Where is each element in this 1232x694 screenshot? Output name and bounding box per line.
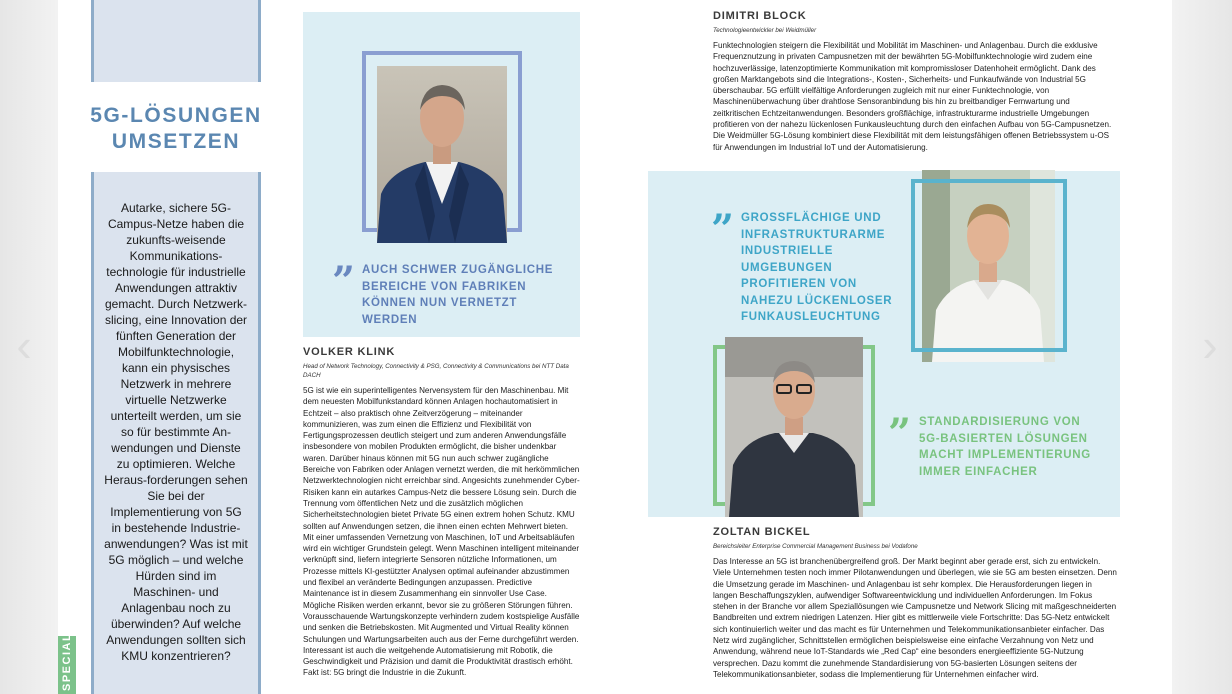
sidebar-top-panel (91, 0, 261, 82)
bickel-name: ZOLTAN BICKEL (713, 526, 811, 538)
bickel-answer-text: Das Interesse an 5G ist branchenübergreifend groß. Der Markt beginnt aber gerade erst, sich zu entwickeln. Viele Unternehmen testen noch immer Pilotanwendungen und überlegen, wie sie 5G am besten einsetzen. Denn die Umsetzung gerade im Maschinen- und Anlagenbau ist sehr komplex. Die Herausforderungen liegen in langen Beschaffungszyklen, aufwendiger Softwareentwicklung und individuellen Anforderungen. Im Fokus stehen in der Branche vor allem Speziallösungen wie Campusnetze und Network Slicing mit maßgeschneiderten Bandbreiten und extrem niedrigen Latenzen. Hier gibt es mittlerweile viele Fortschritte: Das 5G-Netz entwickelt sich kontinuierlich weiter und das macht es für Unternehmen und Telekommunikationsanbieter einfacher. Das Netz wird zugänglicher, Schnittstellen ermöglichen beispielsweise eine einfache Verzahnung von Netz und Anwendung, während neue IoT-Standards wie „Red Cap“ eine besonders energieeffiziente 5G-Nutzung versprechen. Dazu kommt die zunehmende Standardisierung von 5G-basierten Lösungen seitens der Telekommunikationsanbieter, sodass die Implementierung für Unternehmen einfacher wird. (713, 557, 1117, 679)
special-tab (58, 632, 76, 694)
block-photo-frame (911, 179, 1067, 352)
next-page-button[interactable]: › (1202, 319, 1218, 371)
block-role: Technologieentwickler bei Weidmüller (713, 27, 817, 34)
bickel-role: Bereichsleiter Enterprise Commercial Management Business bei Vodafone (713, 543, 918, 550)
bickel-quote: STANDARDISIERUNG VON 5G-BASIERTEN LÖSUNGEN MACHT IMPLEMENTIERUNG IMMER EINFACHER (919, 416, 1091, 478)
block-quote: GROSSFLÄCHIGE UND INFRASTRUKTURARME INDUSTRIELLE UMGEBUNGEN PROFITIEREN VON NAHEZU LÜCKENLOSER FUNKAUSLEUCHTUNG (741, 212, 893, 323)
klink-name: VOLKER KLINK (303, 346, 396, 358)
block-name: DIMITRI BLOCK (713, 10, 807, 22)
sidebar-intro-text: Autarke, sichere 5G-Campus-Netze haben die zukunfts-weisende Kommunikations-technologie für industrielle Anwendungen attraktiv gemacht. Durch Netzwerk-slicing, eine Innovation der fünften Generation der Mobilfunktechnologie, kann ein physisches Netzwerk in mehrere virtuelle Netzwerke unterteilt werden, um sie so für bestimmte An-wendungen und Dienste zu optimieren. Welche Heraus-forderungen sehen Sie bei der Implementierung von 5G in bestehende Industrie-anwendungen? Was ist mit 5G möglich – und welche Hürden sind im Maschinen- und Anlagenbau noch zu überwinden? Auf welche Anwendungen sollten sich KMU konzentrieren? (104, 201, 248, 663)
section-title: 5G-LÖSUNGEN UMSETZEN (90, 104, 262, 153)
previous-page-button[interactable]: ‹ (16, 319, 32, 371)
block-quote-icon: ” (711, 206, 735, 253)
bickel-quote-icon: ” (888, 410, 912, 457)
bickel-portrait-photo (725, 337, 863, 517)
klink-quote: AUCH SCHWER ZUGÄNGLICHE BEREICHE VON FABRIKEN KÖNNEN NUN VERNETZT WERDEN (362, 264, 554, 326)
block-answer-text: Funktechnologien steigern die Flexibilität und Mobilität im Maschinen- und Anlagenbau. Durch die exklusive Frequenznutzung in privaten Campusnetzen mit der bewährten 5G-Mobilfunktechnologie wird zudem eine hochzuverlässige, latenzoptimierte Kommunikation mit kompromissloser Datenhoheit ermöglicht. Dank des großen Marktangebots sind die Integrations-, Kosten-, Sicherheits- und Funkaufwände von Industrial 5G überschaubar. 5G erfüllt vielfältige Anforderungen zugleich mit nur einer Funktechnologie, von Maschinenüberwachung über drahtlose Sensoranbindung bis hin zu breitbandiger Fernwartung und zeitkritischen Echtzeitanwendungen. Besonders großflächige, infrastrukturarme industrielle Umgebungen profitieren von der nahezu lückenlosen Funkausleuchtung durch den einfachen Aufbau von 5G-Campusnetzen. Die Weidmüller 5G-Lösung kombiniert diese Flexibilität mit dem leistungsfähigen offenen Betriebssystem u-OS für Anwendungen im Industrial IoT und der Automatisierung. (713, 41, 1112, 152)
special-tab-label: SPECIAL (61, 632, 73, 691)
klink-role: Head of Network Technology, Connectivity & PSG, Connectivity & Communications bei NTT Data DACH (303, 363, 569, 379)
klink-answer-text: 5G ist wie ein superintelligentes Nervensystem für den Maschinenbau. Mit dem neuesten Mobilfunkstandard können Anlagen hochautomatisiert in Echtzeit – also praktisch ohne Zeitverzögerung – miteinander kommunizieren, was zum einen die Effizienz und Flexibilität von Fertigungsprozessen deutlich steigert und zum anderen Anwendungsfälle insbesondere von mobilen Produkten ermöglicht, die bisher undenkbar waren. Darüber hinaus können mit 5G nun auch schwer zugängliche Bereiche von Fabriken oder Anlagen vernetzt werden, die mit herkömmlichen Netzwerktechnologien nicht erreichbar sind. Angesichts zunehmender Cyber-Risiken kann ein autarkes Campus-Netz die bessere Lösung sein. Durch die Trennung vom öffentlichen Netz und die zusätzlich möglichen Sicherheitstechnologien bietet Private 5G einen extrem hohen Schutz. KMU sollten auf Anwendungen setzen, die ihnen einen echten Mehrwert bieten. Mit einer umfassenden Vernetzung von Maschinen, IoT und Arbeitsabläufen wird ein wichtiger Grundstein gelegt. Wenn Maschinen intelligent miteinander verknüpft sind, liefern integrierte Sensoren nützliche Informationen, um Prozesse mittels KI-gestützter Analysen optimal aufeinander abzustimmen und flexibel an veränderte Bedingungen anzupassen. Predictive Maintenance ist in diesem Zusammenhang ein sinnvoller Use Case. Mögliche Risiken werden erkannt, bevor sie zu größeren Störungen führen. Vorausschauende Wartungskonzepte verhindern zudem kostspielige Ausfälle und senken die Betriebskosten. Mit Augmented und Virtual Reality können Schulungen und Wartungsarbeiten auch aus der Ferne durchgeführt werden. Interessant ist auch die weitgehende Automatisierung mit Robotik, die Geschwindigkeit und Präzision und damit die Produktivität drastisch erhöht. Fakt ist: 5G bringt die Industrie in die Zukunft. (303, 386, 580, 678)
klink-quote-icon: ” (332, 258, 356, 305)
sidebar-intro-box (91, 172, 261, 694)
klink-portrait-photo (377, 66, 507, 243)
